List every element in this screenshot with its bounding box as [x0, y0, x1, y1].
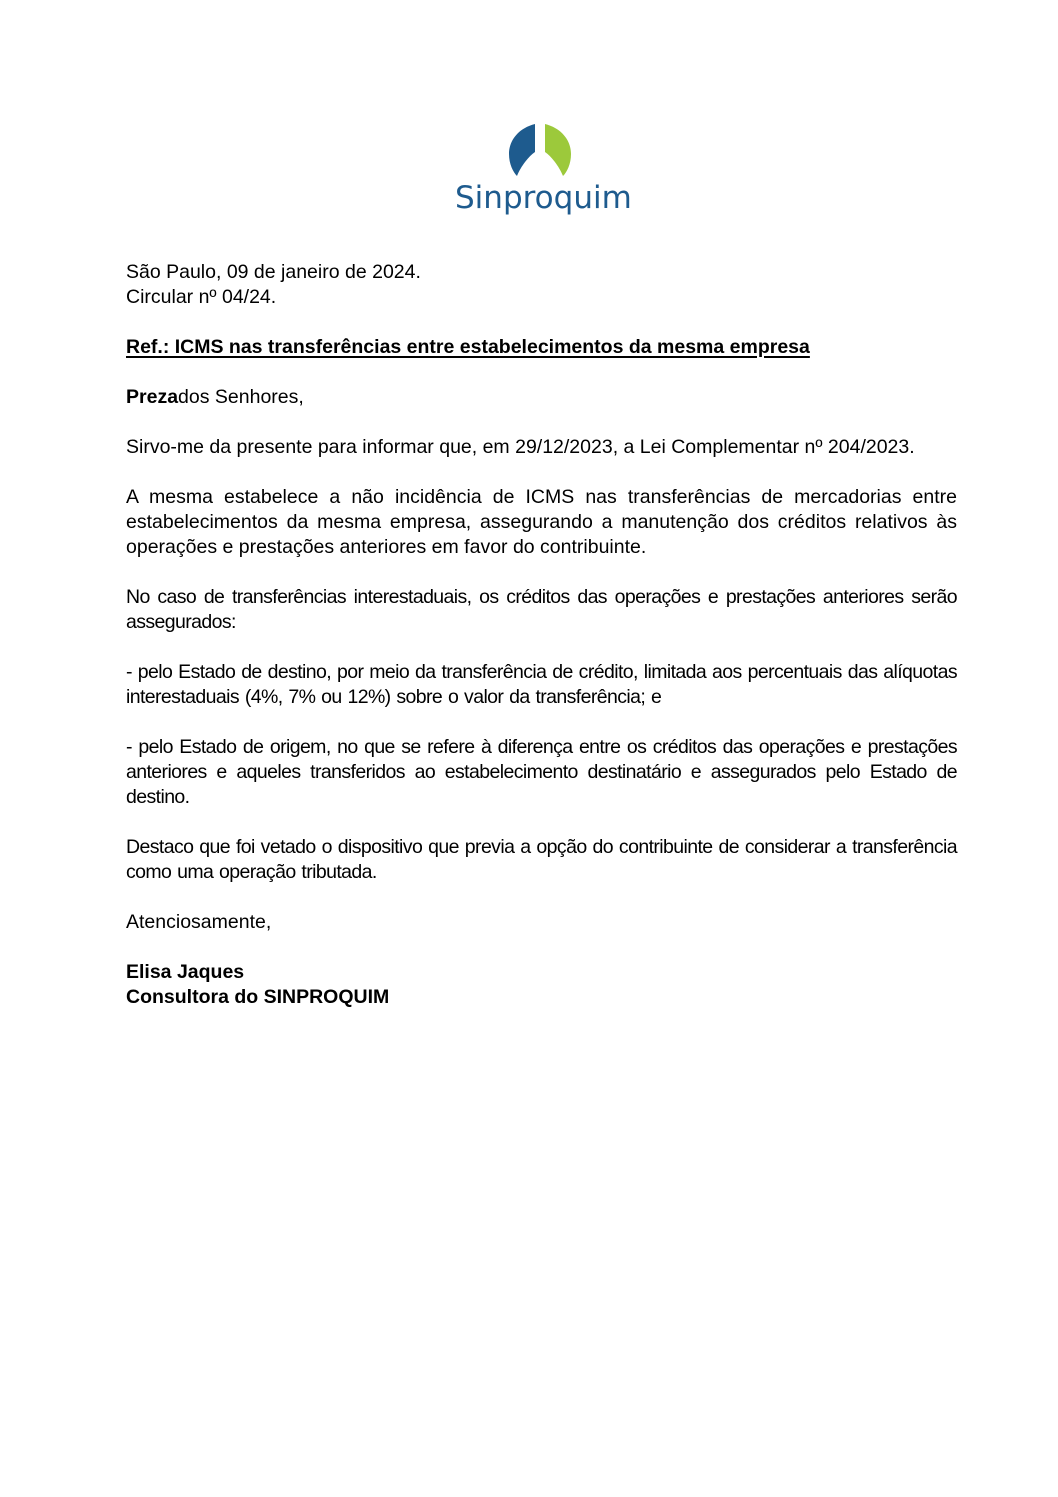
paragraph-destination-state: - pelo Estado de destino, por meio da transferência de crédito, limitada aos percentuais das alíquotas interestaduais (4%, 7% ou 12%) sobre o valor da transferência; e [126, 661, 957, 708]
paragraph-interstate: No caso de transferências interestaduais, os créditos das operações e prestações anteriores serão assegurados: [126, 586, 957, 633]
circular-number: Circular nº 04/24. [126, 286, 277, 308]
letter-header [126, 260, 957, 310]
logo-wordmark: Sinproquim [455, 180, 632, 216]
greeting-bold-part: Preza [126, 386, 179, 408]
reference-subject: Ref.: ICMS nas transferências entre estabelecimentos da mesma empresa [126, 336, 810, 358]
greeting [126, 385, 957, 410]
logo-green-leaf [545, 124, 571, 176]
closing: Atenciosamente, [126, 911, 272, 933]
greeting-rest: dos Senhores, [178, 386, 304, 408]
paragraph-law-intro: Sirvo-me da presente para informar que, em 29/12/2023, a Lei Complementar nº 204/2023. [126, 436, 915, 458]
signature-name: Elisa Jaques [126, 961, 245, 983]
paragraph-non-incidence: A mesma estabelece a não incidência de ICMS nas transferências de mercadorias entre estabelecimentos da mesma empresa, assegurando a manutenção dos créditos relativos às operações e prestações anteriores em favor do contribuinte. [126, 486, 957, 558]
logo-blue-leaf [509, 124, 535, 176]
signature-block [126, 960, 957, 1010]
paragraph-veto: Destaco que foi vetado o dispositivo que previa a opção do contribuinte de considerar a transferência como uma operação tributada. [126, 836, 957, 883]
signature-title: Consultora do SINPROQUIM [126, 986, 390, 1008]
logo-mark-icon [507, 122, 573, 176]
letter-body [126, 260, 957, 1010]
date-line: São Paulo, 09 de janeiro de 2024. [126, 261, 421, 283]
sinproquim-logo [455, 118, 632, 228]
paragraph-origin-state: - pelo Estado de origem, no que se refere à diferença entre os créditos das operações e prestações anteriores e aqueles transferidos ao estabelecimento destinatário e assegurados pelo Estado de destino. [126, 736, 957, 808]
